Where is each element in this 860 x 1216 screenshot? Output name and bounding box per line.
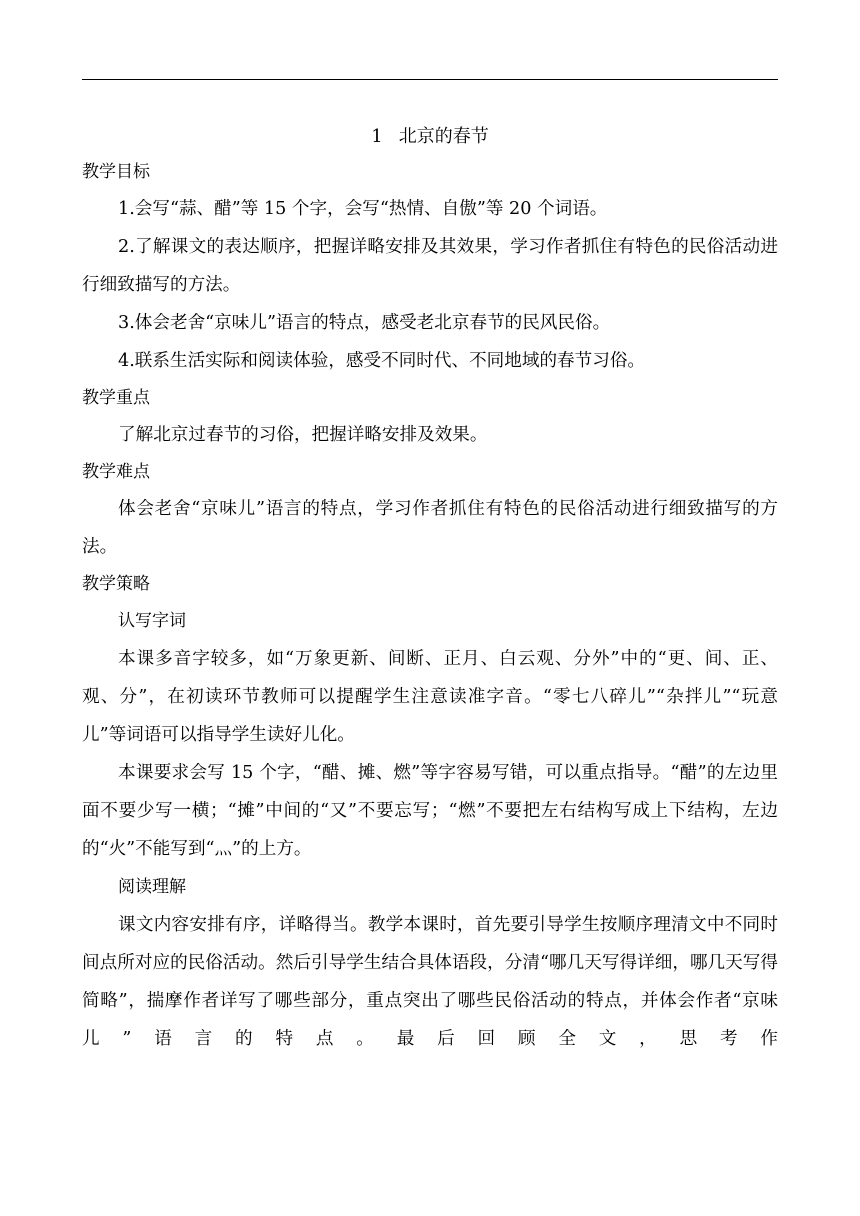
section-heading-strategy: 教学策略 <box>82 574 150 594</box>
key-points-text: 了解北京过春节的习俗，把握详略安排及效果。 <box>118 425 488 445</box>
subheading-reading: 阅读理解 <box>118 877 186 897</box>
difficulties-text: 体会老舍“京味儿”语言的特点，学习作者抓住有特色的民俗活动进行细致描写的方法。 <box>82 499 778 557</box>
goal-item-4: 4.联系生活实际和阅读体验，感受不同时代、不同地域的春节习俗。 <box>118 351 646 371</box>
section-heading-key-points: 教学重点 <box>82 388 150 408</box>
subheading-words: 认写字词 <box>118 611 186 631</box>
section-heading-difficulties: 教学难点 <box>82 462 150 482</box>
header-rule <box>82 79 778 80</box>
goal-item-2: 2.了解课文的表达顺序，把握详略安排及其效果，学习作者抓住有特色的民俗活动进行细致描写的方法。 <box>82 237 778 295</box>
lesson-plan-page <box>82 120 778 1058</box>
lesson-title <box>82 120 778 154</box>
goal-item-1: 1.会写“蒜、醋”等 15 个字，会写“热情、自傲”等 20 个词语。 <box>118 199 608 219</box>
lesson-number: 1 <box>371 126 383 147</box>
words-paragraph-2: 本课要求会写 15 个字，“醋、摊、燃”等字容易写错，可以重点指导。“醋”的左边里面不要少写一横；“摊”中间的“又”不要忘写；“燃”不要把左右结构写成上下结构，左边的“火”不能写到“灬”的上方。 <box>82 763 778 859</box>
reading-paragraph-1: 课文内容安排有序，详略得当。教学本课时，首先要引导学生按顺序理清文中不同时间点所对应的民俗活动。然后引导学生结合具体语段，分清“哪几天写得详细，哪几天写得简略”，揣摩作者详写了哪些部分，重点突出了哪些民俗活动的特点，并体会作者“京味儿”语言的特点。最后回顾全文，思考作 <box>82 915 778 1049</box>
goal-item-3: 3.体会老舍“京味儿”语言的特点，感受老北京春节的民风民俗。 <box>118 313 611 333</box>
words-paragraph-1: 本课多音字较多，如“万象更新、间断、正月、白云观、分外”中的“更、间、正、观、分”，在初读环节教师可以提醒学生注意读准字音。“零七八碎儿”“杂拌儿”“玩意儿”等词语可以指导学生读好儿化。 <box>82 649 778 745</box>
section-heading-goals: 教学目标 <box>82 162 150 182</box>
lesson-title-text: 北京的春节 <box>398 126 489 147</box>
